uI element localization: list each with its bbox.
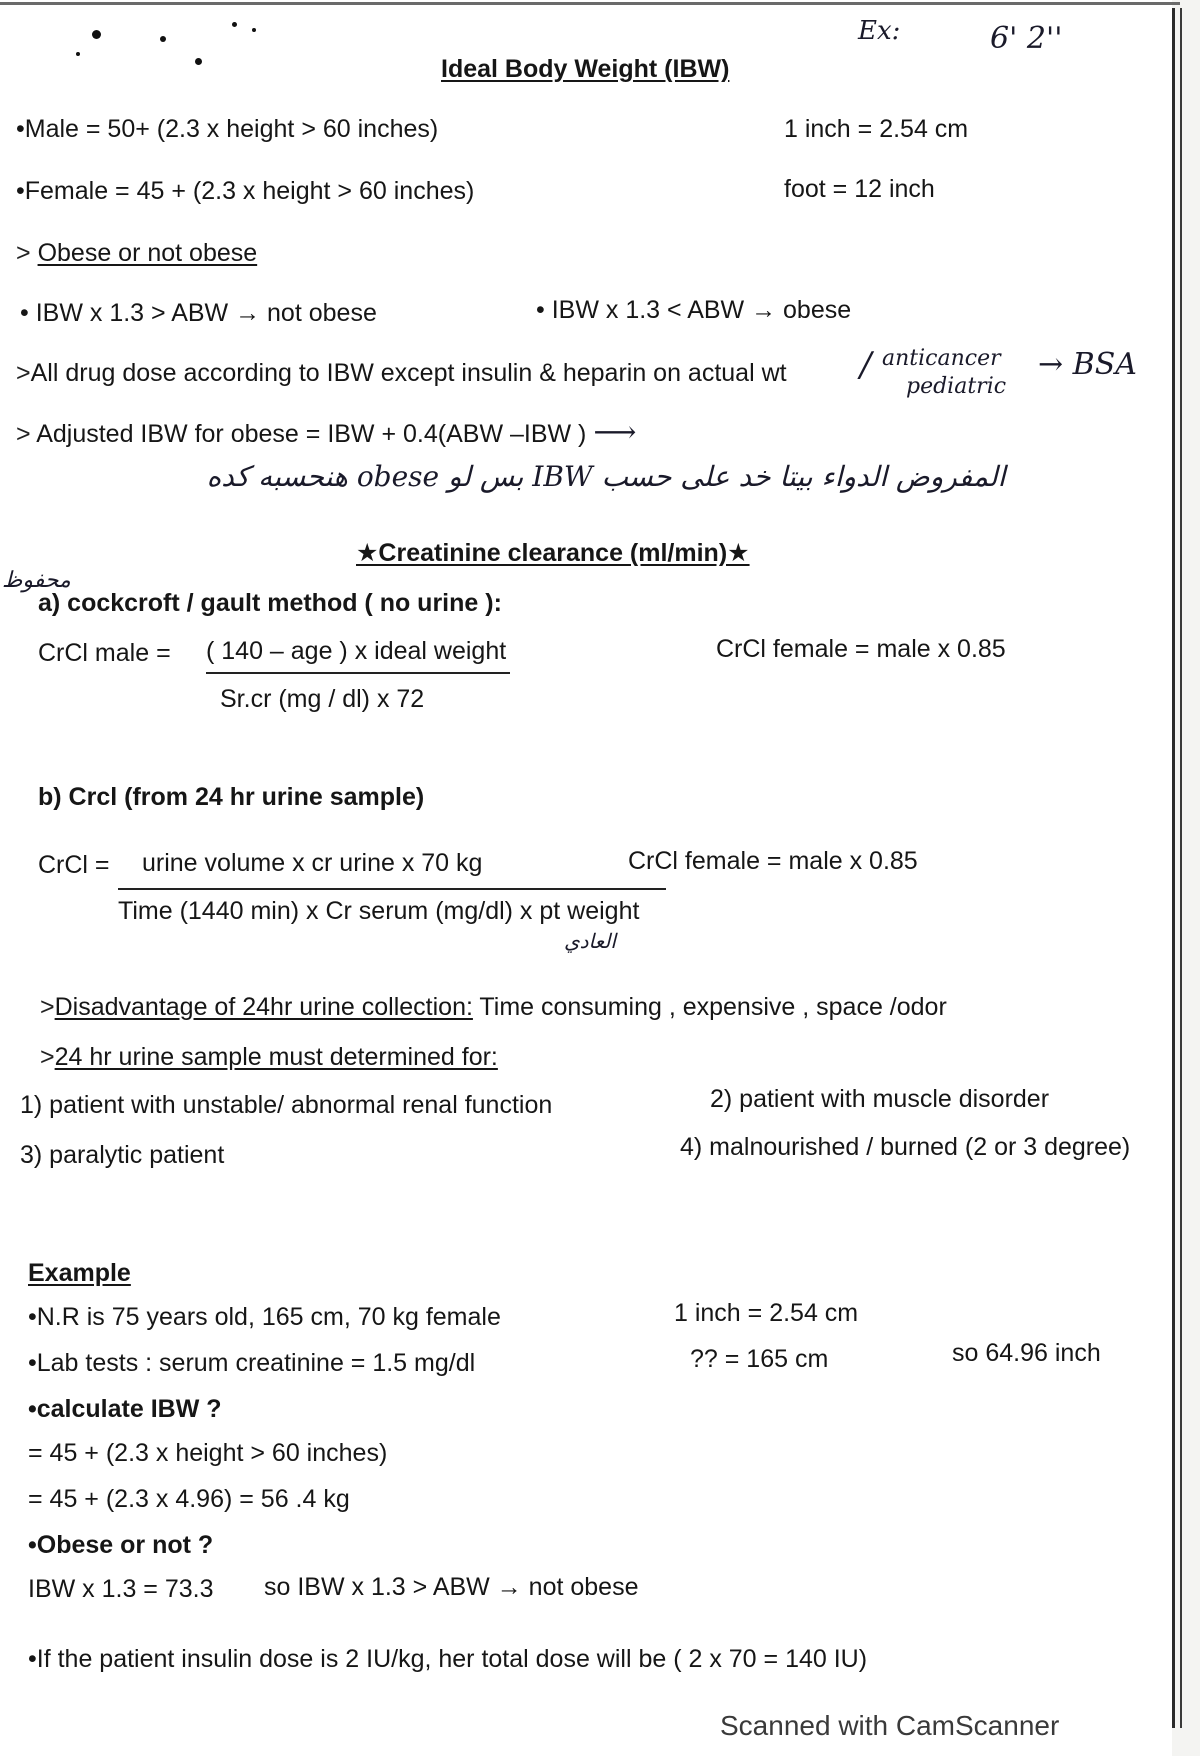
ibw-female-formula: •Female = 45 + (2.3 x height > 60 inches) bbox=[16, 177, 475, 205]
crcl-male-label: CrCl male = bbox=[38, 639, 171, 667]
scan-speck bbox=[195, 58, 202, 65]
foot-inch-conversion: foot = 12 inch bbox=[784, 175, 935, 203]
scan-speck bbox=[252, 28, 256, 32]
urine-indication-1: 1) patient with unstable/ abnormal renal function bbox=[20, 1091, 553, 1119]
inch-cm-conversion: 1 inch = 2.54 cm bbox=[784, 115, 969, 143]
hand-anticancer: anticancer bbox=[882, 346, 1001, 371]
disadvantage-text: Time consuming , expensive , space /odor bbox=[472, 993, 947, 1021]
disadvantage-line bbox=[40, 992, 947, 1022]
creatinine-heading: ★Creatinine clearance (ml/min)★ bbox=[356, 539, 750, 567]
ibw-male-formula: •Male = 50+ (2.3 x height > 60 inches) bbox=[16, 115, 439, 143]
example-formula: = 45 + (2.3 x height > 60 inches) bbox=[28, 1439, 388, 1467]
scan-top-edge bbox=[0, 2, 1180, 5]
crcl-numerator: urine volume x cr urine x 70 kg bbox=[142, 849, 483, 877]
example-lab: •Lab tests : serum creatinine = 1.5 mg/dl bbox=[28, 1349, 476, 1377]
crcl-male-denominator: Sr.cr (mg / dl) x 72 bbox=[220, 685, 425, 713]
example-ibw-13: IBW x 1.3 = 73.3 bbox=[28, 1575, 214, 1603]
urine-indication-2: 2) patient with muscle disorder bbox=[710, 1085, 1050, 1113]
hand-slash: / bbox=[860, 345, 872, 385]
bullet-icon: • bbox=[20, 299, 29, 327]
example-heading: Example bbox=[28, 1259, 131, 1287]
obese-text: IBW x 1.3 < ABW → obese bbox=[551, 296, 852, 324]
scan-speck bbox=[160, 36, 166, 42]
scan-speck bbox=[232, 22, 237, 27]
arrow-icon: > bbox=[40, 993, 55, 1021]
camscanner-watermark: Scanned with CamScanner bbox=[720, 1710, 1060, 1741]
not-obese-text: IBW x 1.3 > ABW → not obese bbox=[35, 299, 377, 327]
arrow-icon: > bbox=[16, 359, 31, 387]
page-title: Ideal Body Weight (IBW) bbox=[441, 55, 730, 83]
obese-heading bbox=[16, 238, 257, 268]
arrow-icon: > bbox=[40, 1043, 55, 1071]
example-calc-ibw: •calculate IBW ? bbox=[28, 1395, 222, 1423]
crcl-female-b: CrCl female = male x 0.85 bbox=[628, 847, 918, 875]
drug-dose-rule bbox=[16, 358, 787, 388]
arrow-icon: > bbox=[16, 239, 31, 267]
crcl-label: CrCl = bbox=[38, 851, 110, 879]
bullet-icon: • bbox=[536, 296, 545, 324]
scan-right-edge bbox=[1172, 8, 1175, 1728]
hand-memorize-note: محفوظ bbox=[2, 568, 71, 593]
arrow-icon: > bbox=[16, 420, 31, 448]
adjusted-arrow: ⟶ bbox=[593, 415, 637, 450]
example-obese-question: •Obese or not ? bbox=[28, 1531, 214, 1559]
method-a-heading: a) cockcroft / gault method ( no urine ): bbox=[38, 589, 502, 617]
hand-pediatric: pediatric bbox=[906, 374, 1007, 399]
scan-speck bbox=[76, 52, 80, 56]
obese-rule bbox=[536, 295, 851, 325]
must-determined-line bbox=[40, 1042, 498, 1072]
fraction-bar bbox=[206, 672, 510, 674]
obese-heading-text: Obese or not obese bbox=[37, 239, 258, 267]
ex-value: 6' 2'' bbox=[990, 21, 1063, 56]
not-obese-rule bbox=[20, 298, 377, 328]
arabic-handwritten-note: المفروض الدواء بيتا خد على حسب IBW بس لو obese هنحسبه كده bbox=[206, 460, 1006, 493]
hand-bsa: → BSA bbox=[1038, 347, 1137, 382]
must-determined-label: 24 hr urine sample must determined for: bbox=[54, 1043, 498, 1071]
crcl-male-numerator: ( 140 – age ) x ideal weight bbox=[206, 637, 507, 665]
crcl-female-a: CrCl female = male x 0.85 bbox=[716, 635, 1006, 663]
example-conv-unknown: ?? = 165 cm bbox=[690, 1345, 829, 1373]
urine-indication-3: 3) paralytic patient bbox=[20, 1141, 225, 1169]
ex-note: Ex: bbox=[858, 16, 901, 46]
example-not-obese: so IBW x 1.3 > ABW → not obese bbox=[264, 1573, 639, 1601]
example-patient: •N.R is 75 years old, 165 cm, 70 kg female bbox=[28, 1303, 501, 1331]
adjusted-ibw-rule bbox=[16, 415, 637, 450]
drug-dose-text: All drug dose according to IBW except insulin & heparin on actual wt bbox=[30, 359, 787, 387]
scan-speck bbox=[92, 30, 101, 39]
example-conv-inch: 1 inch = 2.54 cm bbox=[674, 1299, 859, 1327]
example-result: = 45 + (2.3 x 4.96) = 56 .4 kg bbox=[28, 1485, 350, 1513]
adjusted-ibw-text: Adjusted IBW for obese = IBW + 0.4(ABW –IBW ) bbox=[36, 420, 587, 448]
scan-right-edge bbox=[1180, 8, 1182, 1728]
fraction-bar bbox=[118, 888, 666, 890]
disadvantage-label: Disadvantage of 24hr urine collection: bbox=[54, 993, 473, 1021]
crcl-denominator: Time (1440 min) x Cr serum (mg/dl) x pt weight bbox=[118, 897, 640, 925]
urine-indication-4: 4) malnourished / burned (2 or 3 degree) bbox=[680, 1133, 1131, 1161]
method-b-heading: b) Crcl (from 24 hr urine sample) bbox=[38, 783, 425, 811]
example-insulin: •If the patient insulin dose is 2 IU/kg, her total dose will be ( 2 x 70 = 140 IU) bbox=[28, 1645, 868, 1673]
example-conv-result: so 64.96 inch bbox=[952, 1339, 1101, 1367]
crcl-denominator-hand: العادي bbox=[564, 929, 616, 953]
